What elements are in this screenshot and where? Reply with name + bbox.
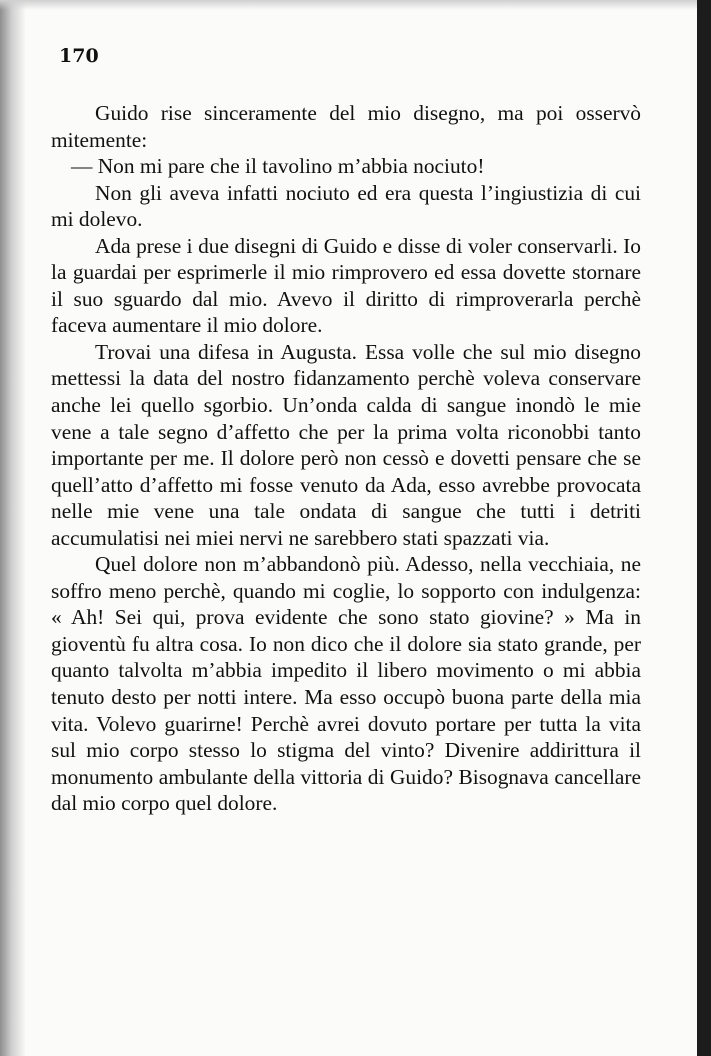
dialogue-line: — Non mi pare che il tavolino m’abbia nociuto! — [71, 154, 485, 179]
paragraph: Ada prese i due disegni di Guido e disse di voler conservarli. Io la guardai per esprimerle il mio rimprovero ed essa dovette stornare il suo sguardo dal mio. Avevo il diritto di rimproverarla perchè faceva aumentare il mio dolore. — [51, 233, 641, 338]
page-number: 170 — [59, 45, 99, 67]
paragraph: Guido rise sinceramente del mio disegno, ma poi osservò mitemente: — [51, 101, 641, 152]
paragraph: Trovai una difesa in Augusta. Essa volle che sul mio disegno mettessi la data del nostro fidanzamento perchè voleva conservare anche lei quello sgorbio. Un’onda calda di sangue inondò le mie vene a tale segno d’affetto che per la prima volta riconobbi tanto importante per me. Il dolore però non cessò e dovetti pensare che se quell’atto d’affetto mi fosse venuto da Ada, esso avrebbe provocata nelle mie vene una tale ondata di sangue che tutti i detriti accumulatisi nei miei nervi ne sarebbero stati spazzati via. — [51, 339, 641, 550]
page-top-shadow — [0, 0, 697, 10]
body-text — [51, 100, 641, 817]
paragraph: Quel dolore non m’abbandonò più. Adesso, nella vecchiaia, ne soffro meno perchè, quando mi coglie, lo sopporto con indulgenza: « Ah! Sei qui, prova evidente che sono stato giovine? » Ma in gioventù fu altra cosa. Io non dico che il dolore sia stato grande, per quanto talvolta m’abbia impedito il libero movimento o mi abbia tenuto desto per notti intere. Ma esso occupò buona parte della mia vita. Volevo guarirne! Perchè avrei dovuto portare per tutta la vita sul mio corpo stesso lo stigma del vinto? Divenire addirittura il monumento ambulante della vittoria di Guido? Bisognava cancellare dal mio corpo quel dolore. — [51, 552, 641, 816]
adjacent-page-edge — [697, 0, 711, 1056]
paragraph: Non gli aveva infatti nociuto ed era questa l’ingiustizia di cui mi dolevo. — [51, 180, 641, 232]
page-gutter-shadow — [0, 0, 26, 1056]
